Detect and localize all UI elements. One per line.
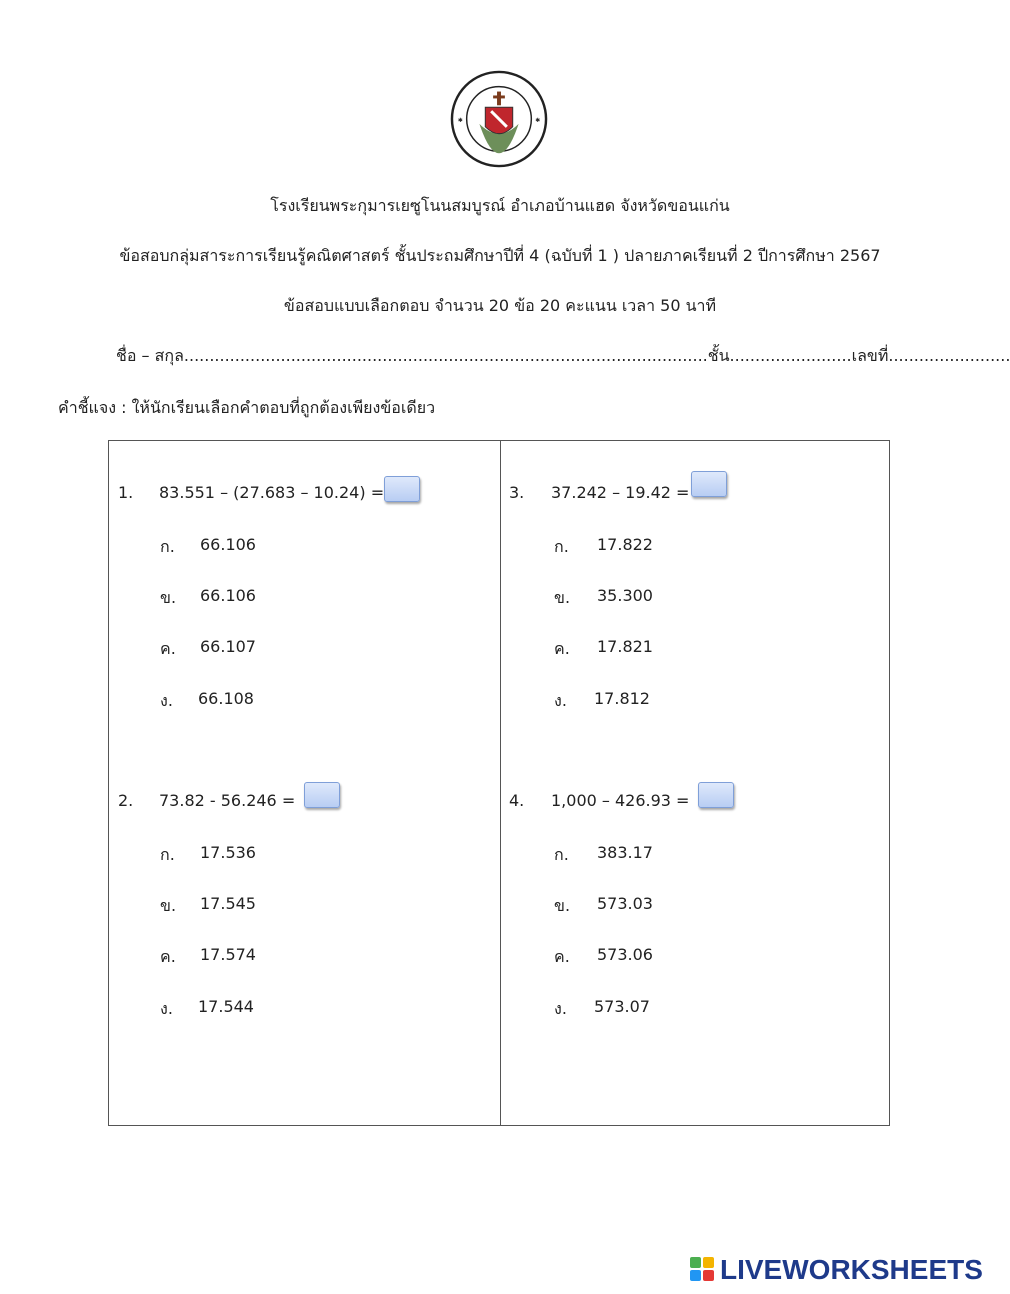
- exam-info: ข้อสอบแบบเลือกตอบ จำนวน 20 ข้อ 20 คะแนน เวลา 50 นาที: [283, 296, 717, 315]
- question-expression: 83.551 – (27.683 – 10.24) =: [159, 483, 385, 502]
- liveworksheets-logo: [690, 1254, 983, 1286]
- question-expression: 37.242 – 19.42 =: [551, 483, 690, 502]
- question-number: 4.: [509, 791, 525, 810]
- question-number: 3.: [509, 483, 525, 502]
- answer-box-3[interactable]: [691, 471, 727, 497]
- liveworksheets-icon: [690, 1257, 716, 1283]
- question-number: 1.: [118, 483, 134, 502]
- answer-box-2[interactable]: [304, 782, 340, 808]
- column-divider: [500, 440, 501, 1126]
- question-number: 2.: [118, 791, 134, 810]
- question-expression: 1,000 – 426.93 =: [551, 791, 690, 810]
- question-expression: 73.82 - 56.246 =: [159, 791, 296, 810]
- answer-box-1[interactable]: [384, 476, 420, 502]
- liveworksheets-brand: LIVEWORKSHEETS: [720, 1254, 983, 1285]
- student-name-line: ชื่อ – สกุล.......................................................................................................ชั้น........................เลขที่........................: [116, 346, 1010, 365]
- svg-text:✱: ✱: [457, 117, 463, 124]
- answer-box-4[interactable]: [698, 782, 734, 808]
- school-seal-logo: [450, 70, 548, 168]
- instructions: คำชี้แจง : ให้นักเรียนเลือกคำตอบที่ถูกต้องเพียงข้อเดียว: [58, 398, 436, 417]
- exam-title: ข้อสอบกลุ่มสาระการเรียนรู้คณิตศาสตร์ ชั้นประถมศึกษาปีที่ 4 (ฉบับที่ 1 ) ปลายภาคเรียนที่ 2 ปีการศึกษา 2567: [119, 246, 881, 265]
- school-name: โรงเรียนพระกุมารเยซูโนนสมบูรณ์ อำเภอบ้านแฮด จังหวัดขอนแก่น: [270, 196, 730, 215]
- svg-text:✱: ✱: [535, 117, 541, 124]
